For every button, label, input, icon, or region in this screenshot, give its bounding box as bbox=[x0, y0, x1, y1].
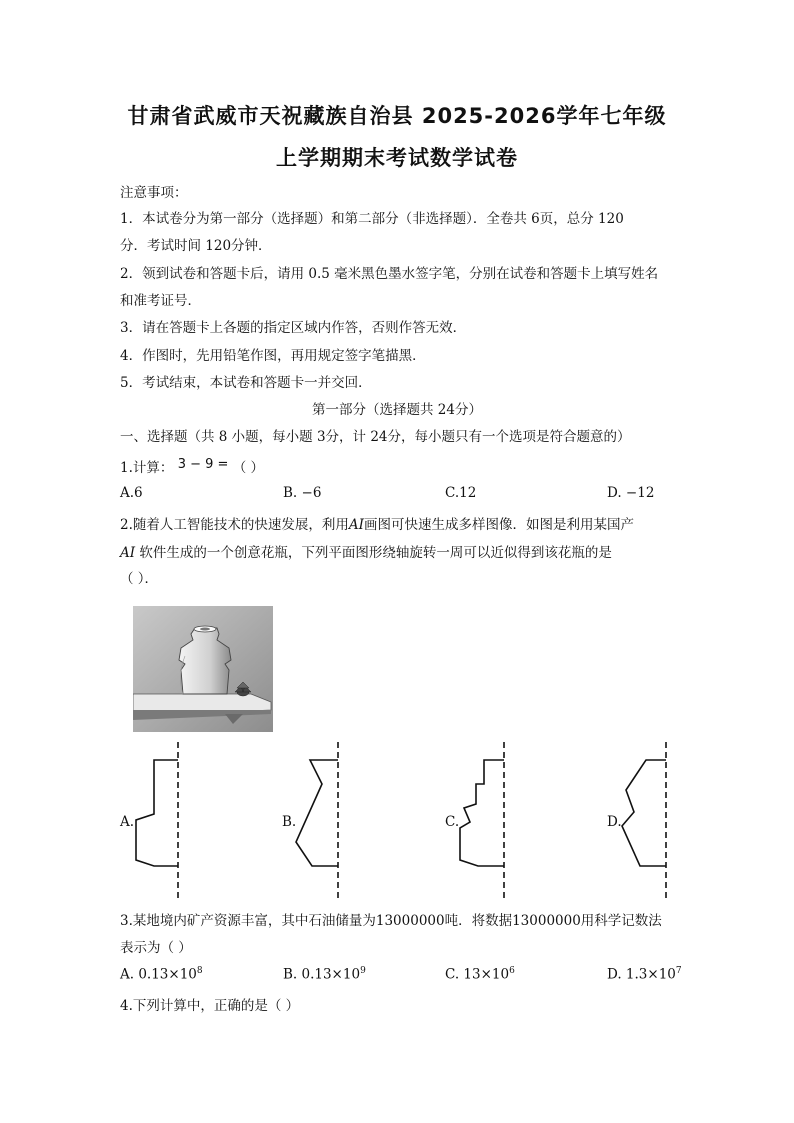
figure-b[interactable] bbox=[290, 742, 362, 898]
q1-expression: 3 − 9 = bbox=[177, 457, 229, 472]
figure-c[interactable] bbox=[456, 742, 528, 898]
q3-line1: 3.某地境内矿产资源丰富，其中石油储量为13000000吨．将数据13000000用科学记数法 bbox=[120, 913, 662, 929]
q1-stem: 1.计算： bbox=[120, 460, 174, 476]
note-line: 2．领到试卷和答题卡后，请用 0.5 毫米黑色墨水签字笔，分别在试卷和答题卡上填写姓名 bbox=[120, 266, 659, 282]
exam-title-line1: 甘肃省武威市天祝藏族自治县 2025-2026学年七年级 bbox=[127, 104, 667, 128]
q2-ai: AI bbox=[348, 517, 364, 533]
vase-image bbox=[133, 606, 273, 732]
fig-label-c: C. bbox=[445, 814, 460, 830]
q2-text: 软件生成的一个创意花瓶，下列平面图形绕轴旋转一周可以近似得到该花瓶的是 bbox=[139, 545, 612, 561]
q2-text: 画图可快速生成多样图像．如图是利用某国产 bbox=[363, 517, 634, 533]
notes-heading: 注意事项： bbox=[120, 185, 188, 201]
q3-option-c: C. $13\times 10^6$ bbox=[445, 966, 515, 983]
q3-line2: 表示为（ ） bbox=[120, 940, 192, 956]
q2-line3: （ ）． bbox=[120, 571, 159, 587]
q1-option-d: D. −12 bbox=[607, 485, 655, 501]
figure-a[interactable] bbox=[130, 742, 202, 898]
note-line: 4．作图时，先用铅笔作图，再用规定签字笔描黑． bbox=[120, 348, 426, 364]
q4-stem: 4.下列计算中，正确的是（ ） bbox=[120, 998, 300, 1014]
note-line: 分．考试时间 120分钟． bbox=[120, 238, 272, 254]
q2-text: 2.随着人工智能技术的快速发展，利用 bbox=[120, 517, 349, 533]
fig-label-a: A. bbox=[120, 814, 135, 830]
note-line: 和准考证号． bbox=[120, 293, 201, 309]
q2-ai: AI bbox=[120, 545, 136, 561]
part1-heading: 第一部分（选择题共 24分） bbox=[312, 402, 482, 418]
q2-line1 bbox=[120, 513, 634, 533]
exam-title-line2: 上学期期末考试数学试卷 bbox=[276, 146, 518, 170]
q1-option-b: B. −6 bbox=[283, 485, 322, 501]
q2-line2 bbox=[120, 541, 612, 561]
note-line: 5．考试结束，本试卷和答题卡一并交回． bbox=[120, 375, 372, 391]
note-line: 3．请在答题卡上各题的指定区域内作答，否则作答无效． bbox=[120, 320, 467, 336]
q3-option-d: D. $1.3\times 10^7$ bbox=[607, 966, 682, 983]
note-line: 1．本试卷分为第一部分（选择题）和第二部分（非选择题）．全卷共 6页，总分 120 bbox=[120, 211, 624, 227]
q3-option-b: B. $0.13\times 10^9$ bbox=[283, 966, 366, 983]
figure-d[interactable] bbox=[618, 742, 690, 898]
q3-option-a: A. $0.13\times 10^8$ bbox=[120, 966, 203, 983]
fig-label-b: B. bbox=[282, 814, 297, 830]
q1-blank: （ ） bbox=[232, 460, 265, 476]
section1-heading: 一、选择题（共 8 小题，每小题 3分，计 24分，每小题只有一个选项是符合题意的） bbox=[120, 429, 631, 445]
q1-option-a: A.6 bbox=[120, 485, 143, 501]
fig-label-d: D. bbox=[607, 814, 622, 830]
question-1 bbox=[120, 456, 264, 476]
q1-option-c: C.12 bbox=[445, 485, 477, 501]
